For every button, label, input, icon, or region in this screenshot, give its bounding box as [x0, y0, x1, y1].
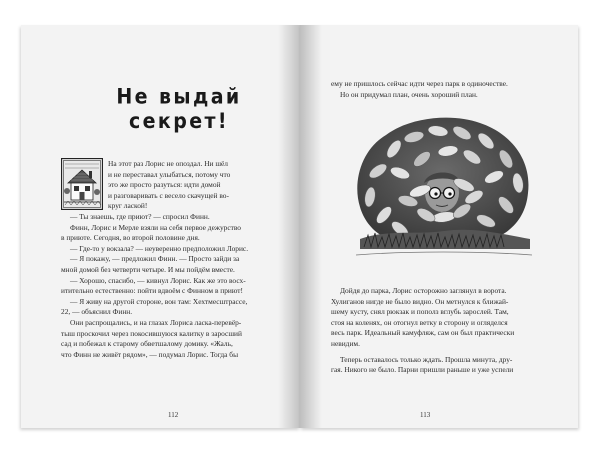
text-line: — Я покажу, — предложил Финн. — Просто зайди за [70, 254, 240, 264]
text-line: На этот раз Лорис не опоздал. Ни шёл [108, 159, 228, 168]
text-line: Финн, Лорис и Мерле взяли на себя первое дежурство [70, 222, 241, 232]
text-line: круг лаской! [108, 201, 148, 211]
continued-text [331, 79, 508, 100]
left-page [21, 25, 300, 428]
house-vignette-icon [61, 158, 103, 210]
text-line: что Финн не живёт рядом», — подумал Лорис. Тогда бы [61, 349, 239, 359]
text-line: и не переставал улыбаться, потому что [108, 169, 231, 179]
text-line: это же просто разуться: идти домой [108, 180, 221, 190]
text-line: и разговаривать с весело скачущей во- [108, 190, 229, 200]
text-line: итительно естественно: пойти вдвоём с Финном в приют! [61, 286, 244, 296]
boy-in-bushes-illustration [348, 111, 538, 265]
text-line: — Ты знаешь, где приют? — спросил Финн. [70, 212, 210, 221]
chapter-title: Не выдай секрет! [116, 84, 242, 134]
dropcap-paragraph [108, 159, 230, 212]
page-number: 112 [168, 411, 179, 419]
text-line: 22, — объяснил Финн. [61, 307, 133, 317]
right-page [300, 25, 578, 428]
page-number: 113 [420, 411, 431, 419]
text-line: — Хорошо, спасибо, — кивнул Лорис. Как же это восх- [70, 275, 246, 285]
text-line: гая. Никого не было. Парни пришли раньше и уже успели [331, 365, 514, 375]
text-line: — Где-то у вокзала? — неуверенно предположил Лорис. [70, 243, 249, 253]
text-line: Хулиганов нигде не было видно. Он метнулся к ближай- [331, 296, 509, 306]
text-line: стоя на коленях, он отогнул ветку в сторону и огляделся [331, 317, 508, 327]
right-gutter-shadow [300, 25, 322, 428]
left-gutter-shadow [278, 25, 300, 428]
open-book [21, 25, 578, 428]
text-line: мной домой без четверти четыре. И мы пойдём вместе. [61, 264, 235, 274]
body-text [61, 212, 248, 360]
text-line: Дойдя до парка, Лорис осторожно заглянул в ворота. [340, 286, 507, 295]
text-line: шему кусту, снял рюкзак и пополз вглубь зарослей. Там, [331, 307, 509, 317]
text-line: Теперь оставалось только ждать. Прошла минута, дру- [340, 354, 513, 364]
text-line: весь парк. Идеальный камуфляж, сам он был практически [331, 328, 515, 338]
text-line: тыш проскочил через покосившуюся калитку в заросший [61, 328, 242, 338]
text-line: Они распрощались, и на глазах Лориса ласка-перевёр- [70, 317, 242, 327]
text-line: ему не пришлось сейчас идти через парк в одиночестве. [331, 79, 508, 88]
text-line: в приюте. Сегодня, во второй половине дня. [61, 233, 200, 243]
text-line: сад и побежал к старому обветшалому домику. «Жаль, [61, 339, 233, 349]
text-line: Но он придумал план, очень хороший план. [340, 89, 478, 99]
text-line: невидим. [331, 338, 360, 348]
body-text [331, 286, 514, 376]
text-line: — Я живу на другой стороне, вон там: Хехтмесштрассе, [70, 296, 248, 306]
